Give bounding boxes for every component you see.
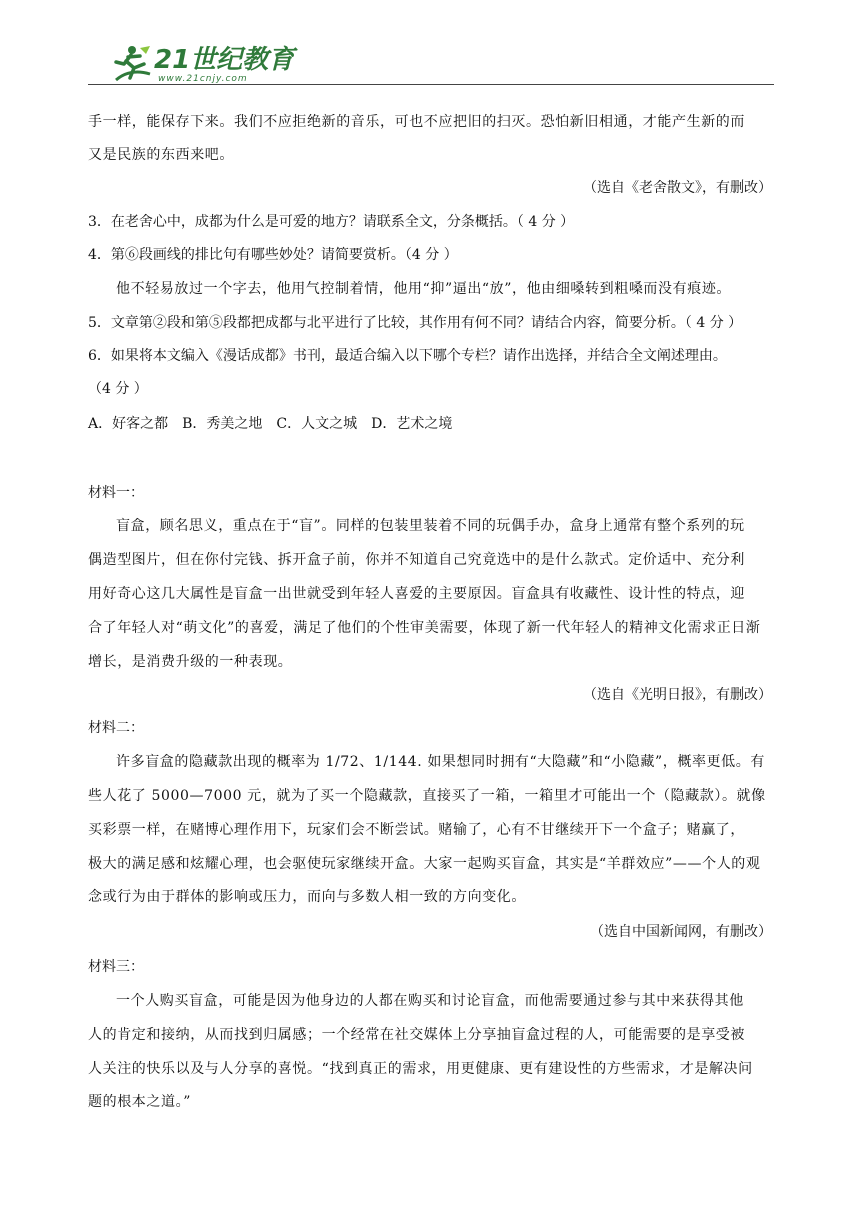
site-logo (110, 44, 370, 86)
source-citation: （选自中国新闻网，有删改） (590, 924, 772, 940)
question-6-score: （4 分 ） (88, 381, 148, 397)
body-line: 些人花了 5000—7000 元，就为了买一个隐藏款，直接买了一箱，一箱里才可能出一个（隐藏款）。就像 (88, 788, 766, 804)
material-heading: 材料三： (88, 959, 144, 975)
question-3: 3．在老舍心中，成都为什么是可爱的地方？请联系全文，分条概括。（ 4 分 ） (88, 214, 575, 230)
question-6: 6．如果将本文编入《漫话成都》书刊，最适合编入以下哪个专栏？请作出选择，并结合全文阐述理由。 (88, 348, 727, 364)
source-citation: （选自《光明日报》，有删改） (583, 687, 772, 703)
running-man-logo-icon (110, 44, 154, 84)
header-divider (88, 84, 774, 85)
body-line: 又是民族的东西来吧。 (88, 147, 234, 163)
material-heading: 材料一： (88, 485, 144, 501)
source-citation: （选自《老舍散文》，有删改） (583, 180, 772, 196)
logo-wordmark: 21世纪教育 (154, 45, 295, 75)
quoted-sentence: 他不轻易放过一个字去，他用气控制着情，他用“抑”逼出“放”，他由细嗓转到粗嗓而没有痕迹。 (116, 281, 732, 297)
body-line: 增长，是消费升级的一种表现。 (88, 654, 293, 670)
body-line: 买彩票一样，在赌博心理作用下，玩家们会不断尝试。赌输了，心有不甘继续开下一个盒子；赌赢了， (88, 822, 745, 838)
question-4: 4．第⑥段画线的排比句有哪些妙处？请简要赏析。（4 分 ） (88, 247, 458, 263)
body-line: 人关注的快乐以及与人分享的喜悦。“找到真正的需求，用更健康、更有建设性的方些需求，才是解决问 (88, 1061, 753, 1077)
body-line: 人的肯定和接纳，从而找到归属感；一个经常在社交媒体上分享抽盲盒过程的人，可能需要的是享受被 (88, 1027, 745, 1043)
material-heading: 材料二： (88, 720, 144, 736)
logo-url: www.21cnjy.com (158, 74, 248, 84)
body-line: 盲盒，顾名思义，重点在于“盲”。同样的包装里装着不同的玩偶手办，盒身上通常有整个系列的玩 (116, 518, 745, 534)
body-line: 合了年轻人对“萌文化”的喜爱，满足了他们的个性审美需要，体现了新一代年轻人的精神文化需求正日渐 (88, 620, 761, 636)
body-line: 许多盲盒的隐藏款出现的概率为 1/72、1/144. 如果想同时拥有“大隐藏”和“小隐藏”，概率更低。有 (116, 754, 765, 770)
body-line: 念或行为由于群体的影响或压力，而向与多数人相一致的方向变化。 (88, 889, 526, 905)
body-line: 一个人购买盲盒，可能是因为他身边的人都在购买和讨论盲盒，而他需要通过参与其中来获得其他 (116, 993, 744, 1009)
body-line: 极大的满足感和炫耀心理，也会驱使玩家继续开盒。大家一起购买盲盒，其实是“羊群效应”——个人的观 (88, 856, 761, 872)
body-line: 偶造型图片，但在你付完钱、拆开盒子前，你并不知道自己究竟选中的是什么款式。定价适中、充分利 (88, 552, 745, 568)
body-line: 手一样，能保存下来。我们不应拒绝新的音乐，可也不应把旧的扫灭。恐怕新旧相通，才能产生新的而 (88, 114, 745, 130)
question-5: 5．文章第②段和第⑤段都把成都与北平进行了比较，其作用有何不同？请结合内容，简要分析。（ 4 分 ） (88, 315, 743, 331)
body-line: 用好奇心这几大属性是盲盒一出世就受到年轻人喜爱的主要原因。盲盒具有收藏性、设计性的特点，迎 (88, 586, 745, 602)
page-header (88, 40, 774, 86)
body-line: 题的根本之道。” (88, 1094, 191, 1110)
answer-options: A．好客之都 B．秀美之地 C．人文之城 D．艺术之境 (88, 416, 453, 432)
